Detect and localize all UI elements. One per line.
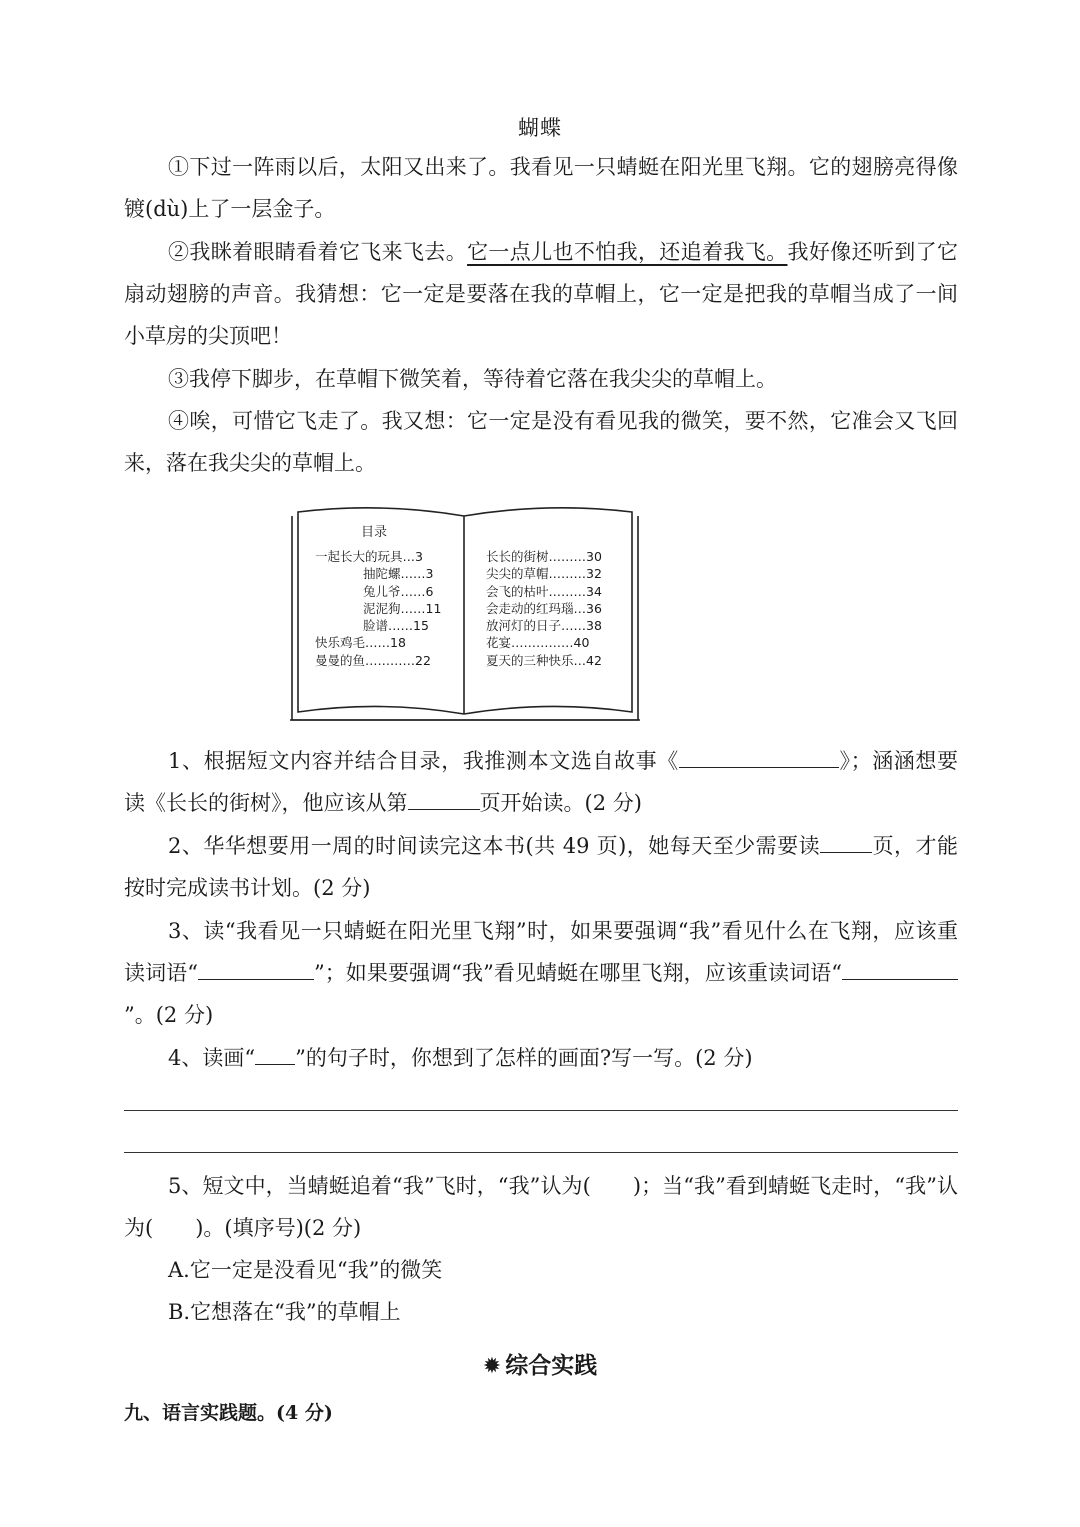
- toc-entry: 抽陀螺……3: [363, 566, 434, 582]
- paragraph-1: ①下过一阵雨以后，太阳又出来了。我看见一只蜻蜓在阳光里飞翔。它的翅膀亮得像镀(dù)上了一层金子。: [124, 155, 958, 221]
- sun-icon: ✹: [482, 1354, 502, 1379]
- question-1-text: 页开始读。(2 分): [479, 791, 642, 815]
- question-5: 5、短文中，当蜻蜓追着“我”飞时，“我”认为( )；当“我”看到蜻蜓飞走时，“我”认为( )。(填序号)(2 分): [124, 1174, 958, 1240]
- question-2-text: 2、华华想要用一周的时间读完这本书(共 49 页)，她每天至少需要读: [168, 834, 821, 858]
- toc-entry: 长长的街树………30: [486, 549, 602, 564]
- question-1-text: 》；涵涵想要读《长长的街树》，他应该从第: [124, 749, 959, 815]
- toc-entry: 夏天的三种快乐…42: [486, 652, 602, 668]
- paragraph-2-start: ②我眯着眼睛看着它飞来飞去。: [168, 240, 468, 264]
- toc-entry: 泥泥狗……11: [363, 600, 442, 616]
- toc-title: 目录: [360, 525, 387, 540]
- answer-blank[interactable]: [198, 978, 314, 980]
- answer-blank[interactable]: [408, 808, 480, 810]
- toc-entry: 放河灯的日子……38: [486, 618, 602, 634]
- question-3-text: ”；如果要强调“我”看见蜻蜓在哪里飞翔，应该重读词语“: [313, 961, 842, 985]
- paragraph-3: ③我停下脚步，在草帽下微笑着，等待着它落在我尖尖的草帽上。: [168, 367, 777, 391]
- question-4: [124, 1037, 958, 1079]
- toc-entry: 会飞的枯叶………34: [486, 583, 602, 599]
- question-3: [124, 910, 958, 1036]
- question-1-text: 1、根据短文内容并结合目录，我推测本文选自故事《: [168, 749, 679, 773]
- toc-entry: 兔儿爷……6: [363, 583, 434, 599]
- option-a: A.它一定是没看见“我”的微笑: [168, 1258, 443, 1282]
- question-9-heading: 九、语言实践题。(4 分): [124, 1402, 333, 1424]
- toc-entry: 快乐鸡毛……18: [315, 635, 406, 651]
- option-b: B.它想落在“我”的草帽上: [168, 1300, 401, 1324]
- toc-right-column: [486, 548, 626, 669]
- answer-line[interactable]: [124, 1152, 958, 1153]
- toc-entry: 一起长大的玩具…3: [315, 549, 423, 564]
- question-3-text: ”。(2 分): [124, 1003, 214, 1027]
- toc-entry: 会走动的红玛瑙…36: [486, 600, 602, 616]
- toc-left-column: [315, 548, 455, 669]
- paragraph-2: [124, 231, 958, 357]
- toc-entry: 曼曼的鱼…………22: [315, 652, 431, 668]
- question-2: [124, 825, 958, 909]
- passage-title: 蝴蝶: [518, 116, 562, 140]
- question-2-text: 页，才能按时完成读书计划。(2 分): [124, 834, 959, 900]
- answer-blank[interactable]: [679, 766, 839, 768]
- answer-blank[interactable]: [842, 978, 958, 980]
- underlined-sentence: 它一点儿也不怕我，还追着我飞。: [467, 240, 788, 264]
- paragraph-4: ④唉，可惜它飞走了。我又想：它一定是没有看见我的微笑，要不然，它准会又飞回来，落在我尖尖的草帽上。: [124, 409, 958, 475]
- answer-line[interactable]: [124, 1110, 958, 1111]
- question-4-text: ”的句子时，你想到了怎样的画面?写一写。(2 分): [295, 1046, 753, 1070]
- book-contents-illustration: [286, 500, 644, 726]
- paragraph-2-end: 我好像还听到了它扇动翅膀的声音。我猜想：它一定是要落在我的草帽上，它一定是把我的草帽当成了一间小草房的尖顶吧！: [124, 240, 959, 348]
- toc-entry: 脸谱……15: [363, 618, 429, 634]
- section-heading: [0, 1347, 1080, 1380]
- underline-sample: [255, 1063, 295, 1065]
- question-3-text: 3、读“我看见一只蜻蜓在阳光里飞翔”时，如果要强调“我”看见什么在飞翔，应该重读词语“: [124, 919, 958, 985]
- question-1: [124, 740, 958, 824]
- toc-entry: 尖尖的草帽………32: [486, 566, 602, 582]
- toc-entry: 花宴……………40: [486, 635, 590, 651]
- answer-blank[interactable]: [820, 851, 872, 853]
- section-heading-text: 综合实践: [505, 1353, 598, 1379]
- question-4-text: 4、读画“: [168, 1046, 256, 1070]
